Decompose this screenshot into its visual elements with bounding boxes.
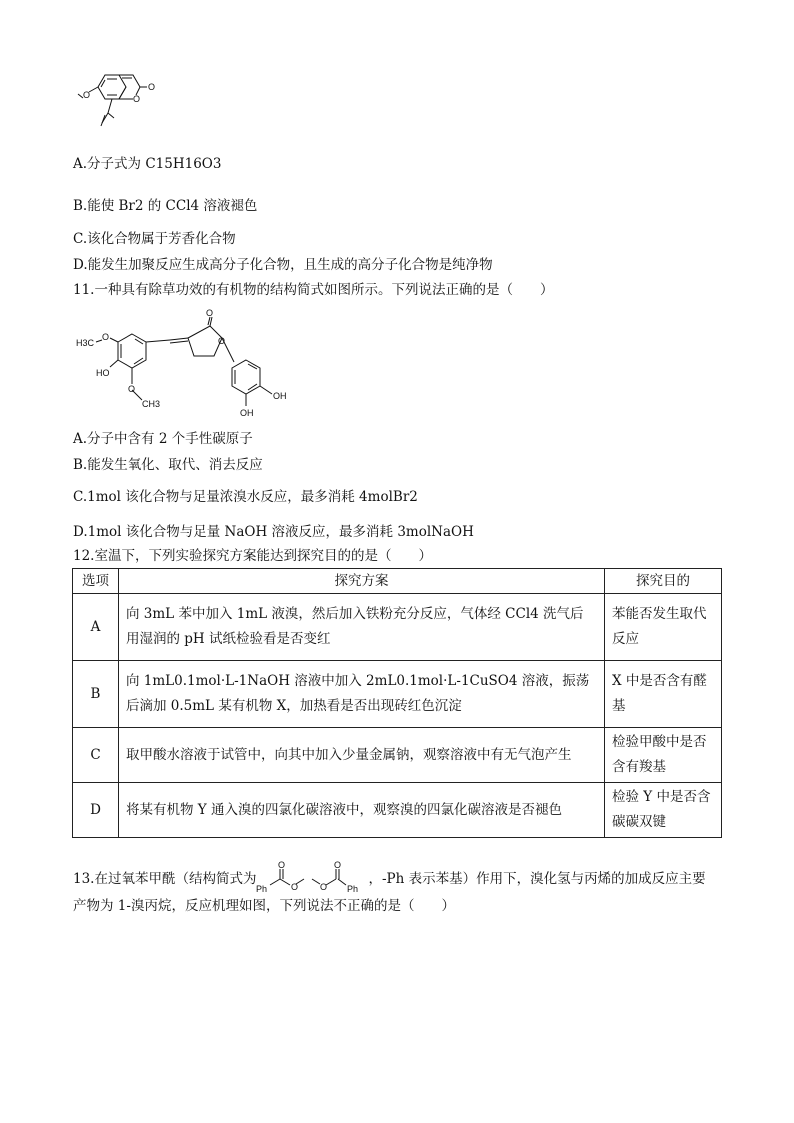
q13-o-peroxy-left: O (291, 882, 299, 892)
q10-option-d: D.能发生加聚反应生成高分子化合物，且生成的高分子化合物是纯净物 (73, 257, 493, 273)
q10-ring-oxygen: O (133, 94, 141, 104)
row-goal: X 中是否含有醛基 (605, 661, 722, 728)
q12-stem: 12.室温下，下列实验探究方案能达到探究目的的是（ ） (73, 548, 432, 564)
row-plan: 取甲酸水溶液于试管中，向其中加入少量金属钠，观察溶液中有无气泡产生 (119, 728, 605, 783)
q11-oh-bottom: OH (240, 408, 254, 418)
q13-stem-line2: 产物为 1-溴丙烷，反应机理如图，下列说法不正确的是（ ） (73, 898, 455, 914)
q11-option-b: B.能发生氧化、取代、消去反应 (73, 457, 263, 473)
row-goal: 检验 Y 中是否含碳碳双键 (605, 783, 722, 838)
q11-option-d: D.1mol 该化合物与足量 NaOH 溶液反应，最多消耗 3molNaOH (73, 524, 474, 540)
q13-stem-line1 (73, 858, 706, 901)
q11-methoxy-oxygen-bottom: O (128, 384, 136, 394)
q11-option-c: C.1mol 该化合物与足量浓溴水反应，最多消耗 4molBr2 (73, 489, 418, 505)
q11-ring-oxygen: O (218, 336, 226, 346)
q13-o-carbonyl-left: O (278, 860, 286, 870)
q13-ph-left: Ph (256, 884, 268, 894)
table-row (73, 728, 722, 783)
table-row (73, 661, 722, 728)
q11-structure (72, 304, 297, 420)
q10-o-methoxy: O (83, 90, 91, 100)
q13-o-peroxy-right: O (320, 882, 328, 892)
row-goal: 检验甲酸中是否含有羧基 (605, 728, 722, 783)
q11-ch3: CH3 (142, 399, 161, 409)
q10-option-a: A.分子式为 C15H16O3 (73, 156, 222, 172)
row-option: D (73, 783, 119, 838)
q11-oh-right: OH (273, 391, 287, 401)
table-row (73, 594, 722, 661)
q13-stem-part2: ，-Ph 表示苯基）作用下，溴化氢与丙烯的加成反应主要 (368, 871, 706, 887)
q11-h3c: H3C (76, 338, 95, 348)
q13-ph-right: Ph (347, 884, 359, 894)
row-plan: 将某有机物 Y 通入溴的四氯化碳溶液中，观察溴的四氯化碳溶液是否褪色 (119, 783, 605, 838)
q11-stem: 11.一种具有除草功效的有机物的结构简式如图所示。下列说法正确的是（ ） (73, 282, 554, 298)
q10-option-c: C.该化合物属于芳香化合物 (73, 231, 236, 247)
header-option: 选项 (73, 569, 119, 594)
q10-carbonyl-oxygen: O (148, 82, 156, 92)
header-goal: 探究目的 (605, 569, 722, 594)
q11-option-a: A.分子中含有 2 个手性碳原子 (73, 431, 253, 447)
row-option: C (73, 728, 119, 783)
header-plan: 探究方案 (119, 569, 605, 594)
q10-structure (75, 66, 195, 134)
row-option: A (73, 594, 119, 661)
q11-methoxy-oxygen-top: O (102, 332, 110, 342)
row-plan: 向 1mL0.1mol·L-1NaOH 溶液中加入 2mL0.1mol·L-1CuSO4 溶液，振荡后滴加 0.5mL 某有机物 X，加热看是否出现砖红色沉淀 (119, 661, 605, 728)
q11-carbonyl-oxygen: O (206, 308, 214, 318)
q13-peroxide-structure (256, 858, 368, 901)
q11-ho-left: HO (96, 368, 110, 378)
q13-stem-part1: 13.在过氧苯甲酰（结构简式为 (73, 871, 257, 887)
q13-o-carbonyl-right: O (334, 860, 342, 870)
row-goal: 苯能否发生取代反应 (605, 594, 722, 661)
table-header-row (73, 569, 722, 594)
row-plan: 向 3mL 苯中加入 1mL 液溴，然后加入铁粉充分反应，气体经 CCl4 洗气后用湿润的 pH 试纸检验看是否变红 (119, 594, 605, 661)
row-option: B (73, 661, 119, 728)
q10-option-b: B.能使 Br2 的 CCl4 溶液褪色 (73, 198, 258, 214)
table-row (73, 783, 722, 838)
q12-table (72, 568, 722, 838)
